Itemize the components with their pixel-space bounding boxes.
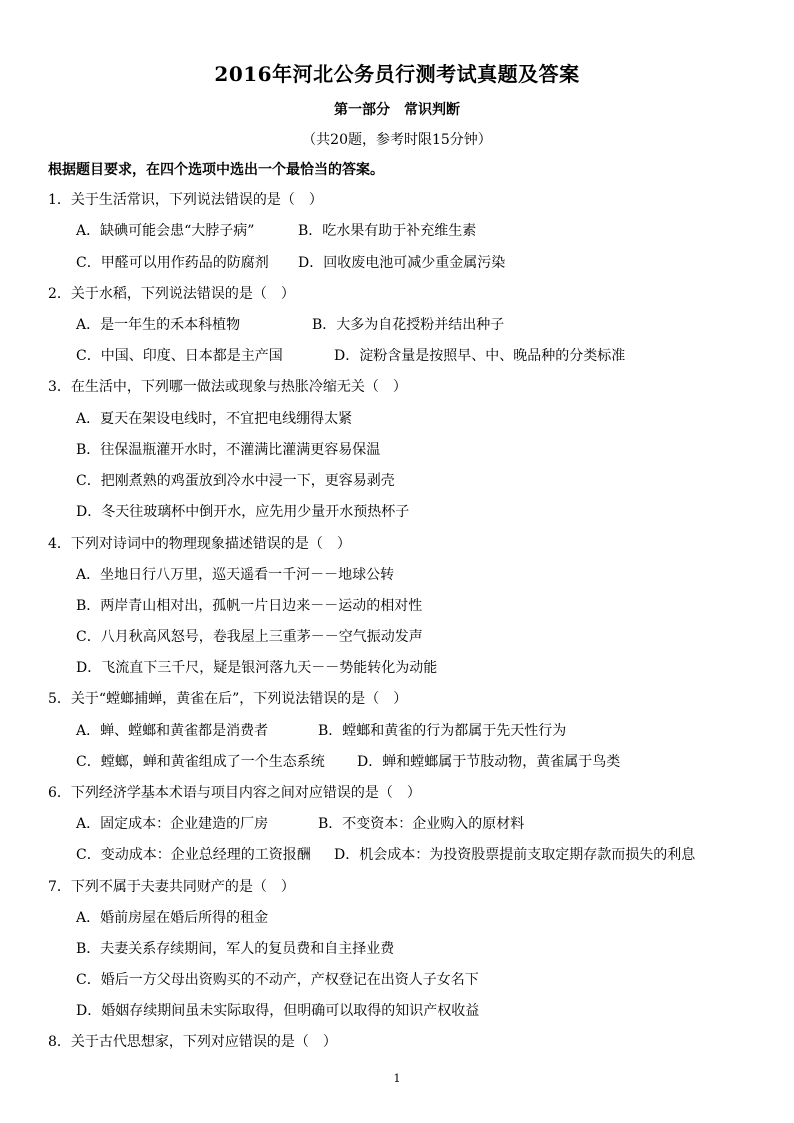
option-2b: B．大多为自花授粉并结出种子 — [312, 317, 505, 333]
option-7c: C．婚后一方父母出资购买的不动产，产权登记在出资人子女名下 — [76, 972, 479, 988]
option-6d: D．机会成本：为投资股票提前支取定期存款而损失的利息 — [334, 847, 696, 863]
option-3a: A．夏天在架设电线时，不宜把电线绷得太紧 — [76, 411, 353, 427]
page-number: 1 — [393, 1072, 401, 1085]
question-6-stem: 6．下列经济学基本术语与项目内容之间对应错误的是（ ） — [48, 785, 421, 801]
option-5d: D．蝉和螳螂属于节肢动物，黄雀属于鸟类 — [357, 754, 621, 770]
section-subnote: （共20题，参考时限15分钟） — [302, 132, 492, 148]
option-4d: D．飞流直下三千尺，疑是银河落九天－－势能转化为动能 — [76, 660, 438, 676]
option-6c: C．变动成本：企业总经理的工资报酬 — [76, 847, 311, 863]
question-2-stem: 2．关于水稻，下列说法错误的是（ ） — [48, 286, 295, 302]
option-2d: D．淀粉含量是按照早、中、晚品种的分类标准 — [334, 348, 626, 364]
option-5b: B．螳螂和黄雀的行为都属于先天性行为 — [318, 723, 567, 739]
section-part: 第一部分 — [334, 102, 390, 118]
question-7-stem: 7．下列不属于夫妻共同财产的是（ ） — [48, 879, 295, 895]
option-2c: C．中国、印度、日本都是主产国 — [76, 348, 283, 364]
option-3b: B．往保温瓶灌开水时，不灌满比灌满更容易保温 — [76, 442, 381, 458]
option-5a: A．蝉、螳螂和黄雀都是消费者 — [76, 723, 269, 739]
option-1b: B．吃水果有助于补充维生素 — [298, 223, 477, 239]
instruction-text: 根据题目要求，在四个选项中选出一个最恰当的答案。 — [48, 162, 384, 178]
question-4-stem: 4．下列对诗词中的物理现象描述错误的是（ ） — [48, 536, 351, 552]
option-4b: B．两岸青山相对出，孤帆一片日边来－－运动的相对性 — [76, 598, 423, 614]
option-4a: A．坐地日行八万里，巡天遥看一千河－－地球公转 — [76, 567, 395, 583]
question-3-stem: 3．在生活中，下列哪一做法或现象与热胀冷缩无关（ ） — [48, 379, 407, 395]
page-title: 2016年河北公务员行测考试真题及答案 — [214, 62, 580, 86]
option-7b: B．夫妻关系存续期间，军人的复员费和自主择业费 — [76, 941, 395, 957]
option-7d: D．婚姻存续期间虽未实际取得，但明确可以取得的知识产权收益 — [76, 1003, 480, 1019]
option-7a: A．婚前房屋在婚后所得的租金 — [76, 910, 269, 926]
question-5-stem: 5．关于“螳螂捕蝉，黄雀在后”，下列说法错误的是（ ） — [48, 691, 408, 707]
question-1-stem: 1．关于生活常识，下列说法错误的是（ ） — [48, 192, 323, 208]
option-2a: A．是一年生的禾本科植物 — [76, 317, 241, 333]
option-6a: A．固定成本：企业建造的厂房 — [76, 816, 269, 832]
option-5c: C．螳螂，蝉和黄雀组成了一个生态系统 — [76, 754, 325, 770]
section-name: 常识判断 — [404, 102, 460, 118]
option-1a: A．缺碘可能会患“大脖子病” — [76, 223, 255, 239]
option-3c: C．把刚煮熟的鸡蛋放到冷水中浸一下，更容易剥壳 — [76, 473, 395, 489]
option-1c: C．甲醛可以用作药品的防腐剂 — [76, 255, 269, 271]
option-4c: C．八月秋高风怒号，卷我屋上三重茅－－空气振动发声 — [76, 629, 423, 645]
option-6b: B．不变资本：企业购入的原材料 — [318, 816, 525, 832]
section-heading — [0, 99, 794, 119]
option-1d: D．回收废电池可减少重金属污染 — [298, 255, 506, 271]
question-8-stem: 8．关于古代思想家，下列对应错误的是（ ） — [48, 1034, 337, 1050]
option-3d: D．冬天往玻璃杯中倒开水，应先用少量开水预热杯子 — [76, 504, 410, 520]
